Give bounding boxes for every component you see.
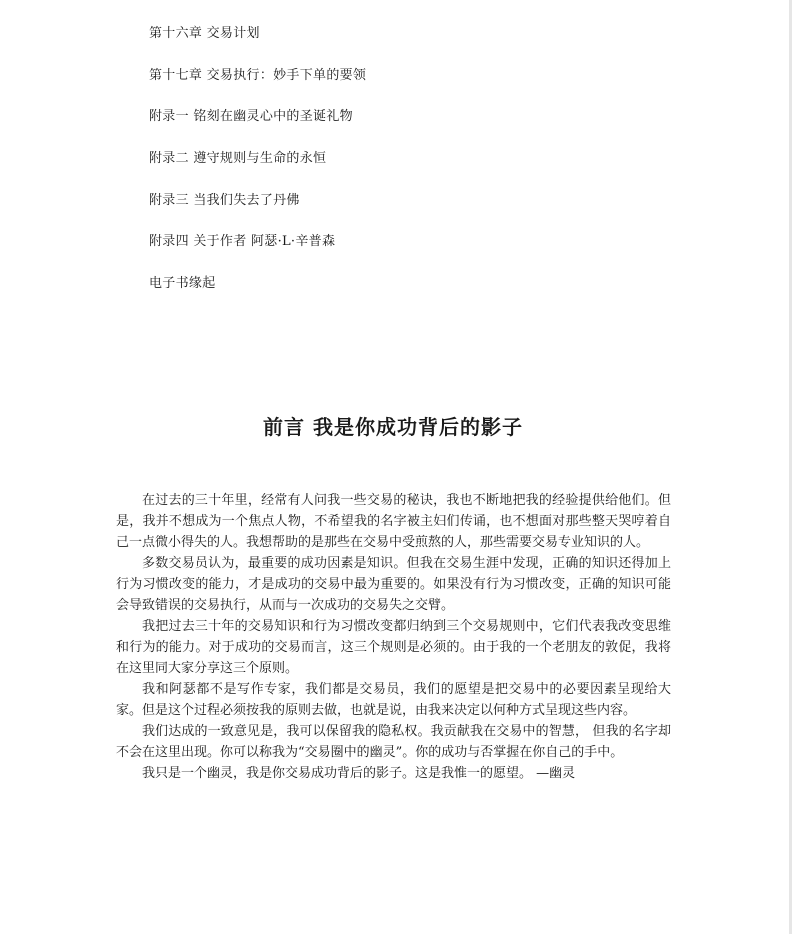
toc-item: 附录四 关于作者 阿瑟·L·辛普森 bbox=[149, 234, 336, 250]
toc-item: 附录二 遵守规则与生命的永恒 bbox=[149, 151, 327, 167]
toc-item: 附录一 铭刻在幽灵心中的圣诞礼物 bbox=[149, 109, 353, 125]
preface-title: 前言 我是你成功背后的影子 bbox=[263, 415, 523, 439]
toc-item: 第十六章 交易计划 bbox=[149, 26, 260, 41]
toc-item: 第十七章 交易执行：妙手下单的要领 bbox=[149, 67, 367, 83]
preface-signature-paragraph: 我只是一个幽灵，我是你交易成功背后的影子。这是我惟一的愿望。 —幽灵 bbox=[142, 766, 576, 781]
preface-paragraph: 我和阿瑟都不是写作专家，我们都是交易员，我们的愿望是把交易中的必要因素呈现给大家。但是这个过程必须按我的原则去做，也就是说，由我来决定以何种方式呈现这些内容。 bbox=[116, 682, 671, 718]
table-of-contents bbox=[149, 23, 709, 315]
preface-paragraph: 我把过去三十年的交易知识和行为习惯改变都归纳到三个交易规则中，它们代表我改变思维和行为的能力。对于成功的交易而言，这三个规则是必须的。由于我的一个老朋友的敦促，我将在这里同大家分享这三个原则。 bbox=[116, 619, 671, 676]
preface-paragraph: 在过去的三十年里，经常有人问我一些交易的秘诀，我也不断地把我的经验提供给他们。但是，我并不想成为一个焦点人物，不希望我的名字被主妇们传诵，也不想面对那些整天哭哼着自己一点微小得失的人。我想帮助的是那些在交易中受煎熬的人，那些需要交易专业知识的人。 bbox=[116, 493, 671, 550]
toc-item: 电子书缘起 bbox=[149, 276, 216, 292]
toc-item: 附录三 当我们失去了丹佛 bbox=[149, 192, 300, 208]
preface-body bbox=[116, 490, 671, 784]
preface-paragraph: 多数交易员认为，最重要的成功因素是知识。但我在交易生涯中发现，正确的知识还得加上行为习惯改变的能力，才是成功的交易中最为重要的。如果没有行为习惯改变，正确的知识可能会导致错误的交易执行，从而与一次成功的交易失之交臂。 bbox=[116, 556, 671, 613]
preface-paragraph: 我们达成的一致意见是，我可以保留我的隐私权。我贡献我在交易中的智慧， 但我的名字却不会在这里出现。你可以称我为“交易圈中的幽灵”。你的成功与否掌握在你自己的手中。 bbox=[116, 724, 671, 760]
